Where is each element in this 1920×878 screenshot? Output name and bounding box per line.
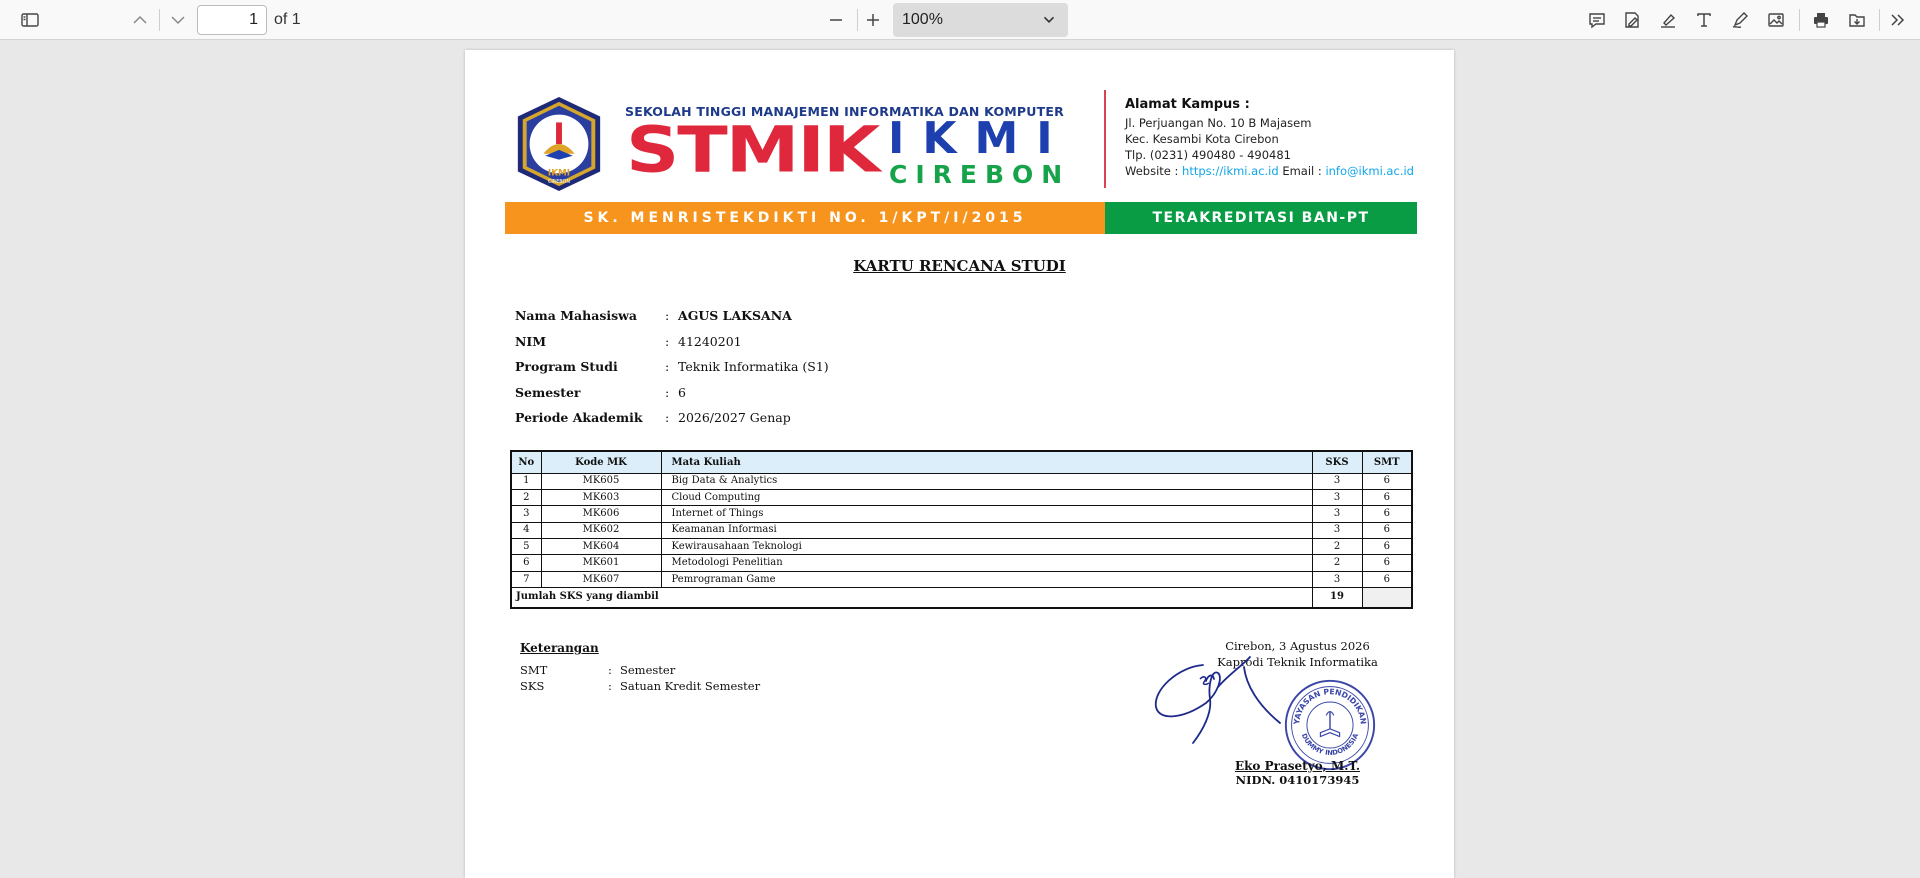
document-title: KARTU RENCANA STUDI	[853, 257, 1066, 275]
accreditation-banner: TERAKREDITASI BAN-PT	[1105, 202, 1417, 234]
signer-name: Eko Prasetyo, M.T.	[1234, 759, 1361, 773]
zoom-select[interactable]	[893, 3, 1068, 37]
header-divider	[1104, 90, 1106, 188]
brand-ikmi: IKMI	[888, 113, 1071, 164]
table-row: 5 MK604 Kewirausahaan Teknologi 2 6	[511, 539, 1412, 555]
email-label: Email :	[1282, 164, 1322, 178]
address-line-1: Jl. Perjuangan No. 10 B Majasem	[1125, 116, 1312, 130]
table-total-row	[511, 588, 1412, 608]
text-icon[interactable]	[1690, 6, 1718, 34]
fill-sign-icon[interactable]	[1618, 6, 1646, 34]
table-row: 2 MK603 Cloud Computing 3 6	[511, 489, 1412, 505]
total-sks: 19	[1312, 588, 1362, 608]
table-row: 1 MK605 Big Data & Analytics 3 6	[511, 473, 1412, 489]
comment-icon[interactable]	[1583, 6, 1611, 34]
svg-text:YAYASAN PENDIDIKAN: YAYASAN PENDIDIKAN	[1292, 687, 1368, 725]
pdf-page: IKMI CIREBON SEKOLAH TINGGI MANAJEMEN INFORMATIKA DAN KOMPUTER STMIK IKMI CIREBON Alamat Kampus : Jl. Perjuangan No. 10 B Majasem Kec. Kesambi Kota Cirebon Tlp. (0231) 490480 - 490481 Website : https://ikmi.ac.id Email : info@ikmi.ac.id SK. MENRISTEKDIKTI NO. 1/KPT/I/2015 TERAKREDITASI BAN-PT KARTU RENCANA STUDI Nama Mahasiswa : AGUS LAKSANA NIM : 41240201 Program Studi : Teknik Informatika (S1) Semester : 6 Periode Akademik : 2026/2027 Genap No Kode MK Mata Kuliah SKS SMT 1 MK605 Big Data & Analytics 3 6 2 MK603 Cloud Computing 3 6 3 MK606 Internet of Things 3 6 4 MK602 Keamanan Informasi 3 6 5 MK604 Kewirausahaan Teknologi 2 6 6 MK601 Metodologi Penelitian 2 6 7 MK607 Pemrograman Game 3 6 Jumlah SKS yang diambil 19 Keterangan SMT : Semester SKS : Satuan Kredit Semester Cirebon, 3 Agustus 2026 Kaprodi Teknik Informatika YAYASAN PENDIDIKAN DUMMY INDONESIA Eko Prasetyo, M.T. NIDN. 0410173945	[465, 50, 1454, 878]
page-number-input[interactable]: 1	[197, 5, 267, 35]
next-page-icon[interactable]	[164, 6, 192, 34]
address-line-2: Kec. Kesambi Kota Cirebon	[1125, 132, 1279, 146]
draw-icon[interactable]	[1726, 6, 1754, 34]
institution-emblem-icon	[508, 95, 610, 193]
institution-full-name: SEKOLAH TINGGI MANAJEMEN INFORMATIKA DAN KOMPUTER	[625, 104, 1064, 119]
student-nim: 41240201	[678, 334, 742, 349]
pdf-toolbar	[0, 0, 1920, 40]
notes-title: Keterangan	[520, 641, 599, 655]
email-link[interactable]: info@ikmi.ac.id	[1325, 164, 1414, 178]
zoom-value: 100%	[902, 11, 943, 28]
image-icon[interactable]	[1762, 6, 1790, 34]
save-icon[interactable]	[1843, 6, 1871, 34]
signer-nidn: NIDN. 0410173945	[1235, 773, 1360, 787]
sign-role: Kaprodi Teknik Informatika	[1217, 655, 1378, 669]
brand-city: CIREBON	[889, 160, 1071, 189]
website-label: Website :	[1125, 164, 1179, 178]
course-table	[510, 450, 1413, 609]
table-header-row: No Kode MK Mata Kuliah SKS SMT	[511, 451, 1412, 473]
zoom-out-icon[interactable]	[822, 6, 850, 34]
sign-place-date: Cirebon, 3 Agustus 2026	[1225, 639, 1370, 653]
svg-text:CIREBON: CIREBON	[547, 179, 571, 186]
table-row: 3 MK606 Internet of Things 3 6	[511, 506, 1412, 522]
table-row: 4 MK602 Keamanan Informasi 3 6	[511, 522, 1412, 538]
student-period: 2026/2027 Genap	[678, 410, 791, 425]
decree-banner: SK. MENRISTEKDIKTI NO. 1/KPT/I/2015	[505, 202, 1105, 234]
sidebar-toggle-icon[interactable]	[16, 6, 44, 34]
svg-text:IKMI: IKMI	[547, 168, 571, 179]
address-phone: Tlp. (0231) 490480 - 490481	[1125, 148, 1291, 162]
website-link[interactable]: https://ikmi.ac.id	[1182, 164, 1279, 178]
print-icon[interactable]	[1807, 6, 1835, 34]
chevron-down-icon	[1040, 11, 1058, 29]
address-contact	[1125, 164, 1414, 178]
student-program: Teknik Informatika (S1)	[678, 359, 829, 374]
table-row: 7 MK607 Pemrograman Game 3 6	[511, 571, 1412, 587]
student-name: AGUS LAKSANA	[678, 308, 792, 323]
prev-page-icon[interactable]	[126, 6, 154, 34]
zoom-in-icon[interactable]	[859, 6, 887, 34]
page-total-label: of 1	[274, 11, 301, 28]
student-semester: 6	[678, 385, 686, 400]
brand-stmik: STMIK	[626, 113, 879, 187]
highlight-icon[interactable]	[1654, 6, 1682, 34]
total-label: Jumlah SKS yang diambil	[511, 588, 1312, 608]
svg-text:DUMMY INDONESIA: DUMMY INDONESIA	[1299, 732, 1361, 757]
more-tools-icon[interactable]	[1884, 6, 1912, 34]
handwritten-signature	[1148, 655, 1288, 745]
table-row: 6 MK601 Metodologi Penelitian 2 6	[511, 555, 1412, 571]
address-title: Alamat Kampus :	[1125, 97, 1250, 112]
